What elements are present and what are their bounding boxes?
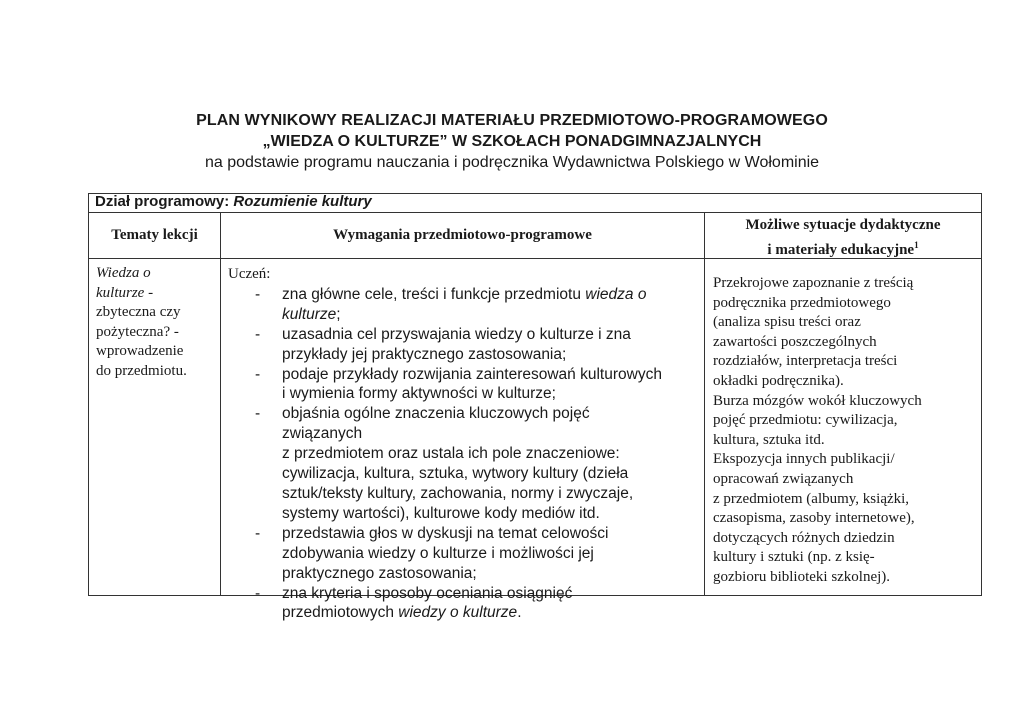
situation-line: okładki podręcznika). [713, 372, 844, 389]
column-header-situations-line-2: i materiały edukacyjne$^1$ [767, 240, 919, 258]
situation-line: (analiza spisu treści oraz [713, 314, 861, 331]
situations-cell [713, 274, 981, 588]
document-title-line-1: PLAN WYNIKOWY REALIZACJI MATERIAŁU PRZEDMIOTOWO-PROGRAMOWEGO [196, 112, 828, 129]
requirements-list [228, 285, 698, 623]
column-header-requirements: Wymagania przedmiotowo-programowe [333, 227, 592, 243]
requirement-item: - podaje przykłady rozwijania zainteresowań kulturowych i wymienia formy aktywności w kulturze; [228, 365, 698, 405]
requirements-cell [228, 265, 698, 623]
requirement-item: - objaśnia ogólne znaczenia kluczowych pojęć związanych z przedmiotem oraz ustala ich pole znaczeniowe: cywilizacja, kultura, sztuka, wytwory kultury (dzieła sztuk/teksty kultury, zachowania, normy i zwyczaje, systemy wartości), kulturowe kody mediów itd. [228, 404, 698, 523]
topic-line: Wiedza o [96, 265, 151, 281]
requirements-lead: Uczeń: [228, 266, 271, 282]
situation-line: rozdziałów, interpretacja treści [713, 353, 898, 370]
situation-line: Burza mózgów wokół kluczowych [713, 392, 922, 409]
situation-line: gozbioru biblioteki szkolnej). [713, 568, 891, 585]
situation-line: Ekspozycja innych publikacji/ [713, 451, 895, 468]
section-label: Dział programowy: [95, 193, 234, 210]
document-title-line-2: „WIEDZA O KULTURZE” W SZKOŁACH PONADGIMNAZJALNYCH [262, 133, 762, 150]
situation-line: opracowań związanych [713, 470, 854, 487]
requirement-item: - zna kryteria i sposoby oceniania osiągnięć przedmiotowych wiedzy o kulturze. [228, 584, 698, 624]
section-title: Rozumienie kultury [233, 193, 372, 210]
situation-line: pojęć przedmiotu: cywilizacja, [713, 412, 898, 429]
footnote-mark: 1 [914, 240, 919, 250]
situation-line: zawartości poszczególnych [713, 333, 877, 350]
topic-line: do przedmiotu. [96, 362, 187, 379]
situation-line: Przekrojowe zapoznanie z treścią [713, 275, 914, 291]
document-subtitle: na podstawie programu nauczania i podręcznika Wydawnictwa Polskiego w Wołominie [204, 154, 820, 171]
topic-cell [96, 264, 218, 382]
situation-line: z przedmiotem (albumy, książki, [713, 490, 910, 507]
topic-line: pożyteczna? - [96, 323, 179, 340]
situation-line: podręcznika przedmiotowego [713, 294, 891, 311]
situation-line: kultura, sztuka itd. [713, 431, 825, 448]
topic-line: zbyteczna czy [96, 304, 181, 321]
topic-line: wprowadzenie [96, 343, 184, 360]
requirement-item: - uzasadnia cel przyswajania wiedzy o kulturze i zna przykłady jej praktycznego zastosowania; [228, 325, 698, 365]
column-divider-2 [704, 213, 705, 596]
situation-line: kultury i sztuki (np. z księ- [713, 549, 875, 566]
requirement-item: - zna główne cele, treści i funkcje przedmiotu wiedza o kulturze; [228, 285, 698, 325]
section-heading [88, 193, 982, 213]
column-header-situations-line-1: Możliwe sytuacje dydaktyczne [745, 217, 941, 233]
topic-line: kulturze - [96, 284, 154, 301]
column-header-situations [705, 215, 981, 260]
column-divider-1 [220, 213, 221, 596]
column-header-topics: Tematy lekcji [111, 227, 198, 243]
situation-line: czasopisma, zasoby internetowe), [713, 510, 915, 527]
requirement-item: - przedstawia głos w dyskusji na temat celowości zdobywania wiedzy o kulturze i możliwości jej praktycznego zastosowania; [228, 524, 698, 584]
situation-line: dotyczących różnych dziedzin [713, 529, 895, 546]
